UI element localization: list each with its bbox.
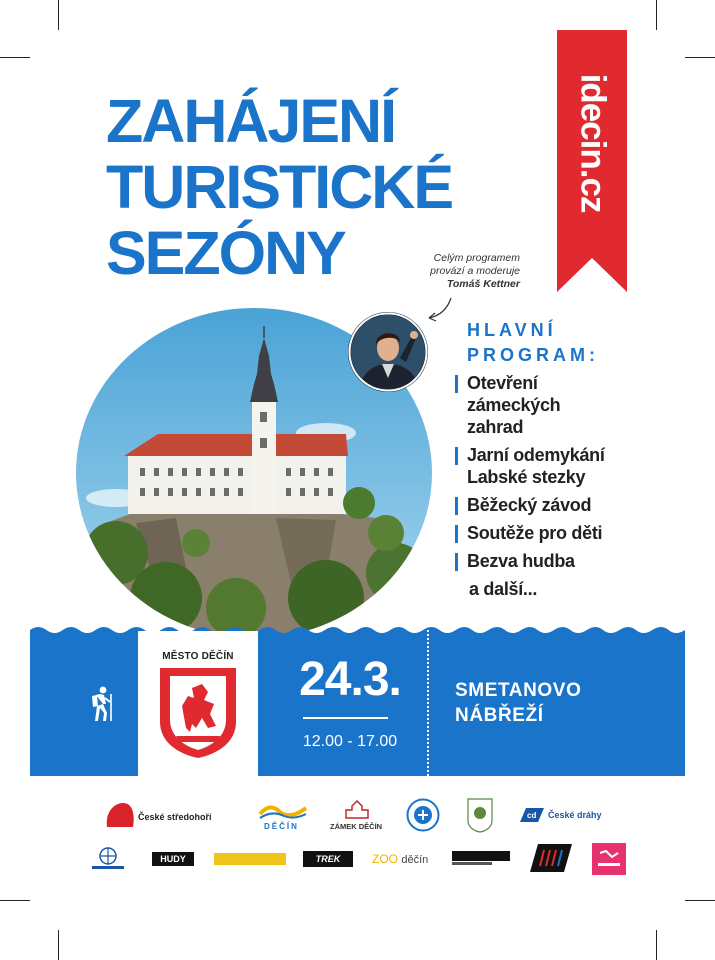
- crop-mark: [656, 930, 657, 960]
- sponsor-name: HUDY: [160, 854, 186, 864]
- date-rule: [303, 717, 388, 719]
- title-line-3: SEZÓNY: [106, 219, 345, 287]
- sponsor-name: děčín: [401, 854, 429, 866]
- program-more: a další...: [469, 579, 538, 599]
- program-heading-line-2: PROGRAM:: [467, 345, 599, 365]
- moderator-note: [380, 252, 520, 291]
- crop-mark: [58, 930, 59, 960]
- place-line-1: SMETANOVO: [455, 680, 582, 701]
- train-logo-icon: [518, 806, 546, 824]
- title-line-2: TURISTICKÉ: [106, 153, 452, 221]
- sponsor-name: ZÁMEK DĚČÍN: [330, 822, 383, 831]
- svg-text:cd: cd: [527, 811, 537, 820]
- sponsor-name: DĚČÍN: [264, 822, 299, 831]
- program-heading-line-1: HLAVNÍ: [467, 320, 557, 340]
- crop-mark: [685, 900, 715, 901]
- bullet-bar: [455, 553, 458, 571]
- list-item: [455, 372, 695, 438]
- program-item-text: Bezva hudba: [467, 551, 575, 571]
- dotted-divider: [427, 630, 429, 776]
- castle-logo-icon: [344, 800, 370, 820]
- bullet-bar: [455, 497, 458, 515]
- program-item-text: Jarní odemykání Labské stezky: [467, 445, 605, 487]
- list-item: [455, 444, 695, 488]
- list-item: [455, 522, 695, 544]
- zoo-logo: [372, 852, 428, 866]
- crop-mark: [0, 57, 30, 58]
- ceske-stredohori-logo: [105, 801, 135, 831]
- sponsor-name: České středohoří: [138, 812, 212, 822]
- coat-of-arms-icon: [158, 666, 238, 760]
- crop-mark: [0, 900, 30, 901]
- moderator-line-2: provází a moderuje: [430, 265, 520, 277]
- program-list: [455, 372, 695, 606]
- website-link[interactable]: idecin.cz: [573, 73, 613, 212]
- program-item-text: Otevření zámeckých zahrad: [467, 373, 561, 437]
- moderator-portrait: [348, 312, 428, 392]
- sponsor-name: České dráhy: [548, 810, 602, 820]
- ships-logo-icon: [88, 846, 128, 872]
- list-item: [455, 494, 695, 516]
- hudy-logo: [152, 852, 194, 866]
- round-badge-logo: [406, 798, 440, 832]
- sponsor-name: ZOO: [372, 852, 398, 866]
- program-item-text: Soutěže pro děti: [467, 523, 603, 543]
- crop-mark: [685, 57, 715, 58]
- bullet-bar: [455, 447, 458, 465]
- bullet-bar: [455, 375, 458, 393]
- list-item: [455, 550, 695, 572]
- city-label: MĚSTO DĚČÍN: [162, 651, 234, 662]
- trek-logo: [303, 851, 353, 867]
- moderator-line-1: Celým programem: [433, 252, 520, 264]
- decin-city-logo: [258, 800, 308, 820]
- event-place: [455, 678, 581, 728]
- pink-square-logo: [592, 843, 626, 875]
- title-line-1: ZAHÁJENÍ: [106, 87, 396, 155]
- basket-logo-icon: [452, 849, 510, 867]
- shield-green-logo: [466, 797, 494, 833]
- crop-mark: [656, 0, 657, 30]
- stripes-logo-icon: [530, 844, 572, 872]
- bullet-bar: [455, 525, 458, 543]
- program-item-text: Běžecký závod: [467, 495, 592, 515]
- yellow-bar-logo: [214, 853, 286, 865]
- event-time: 12.00 - 17.00: [302, 733, 398, 750]
- sponsor-name: TREK: [315, 854, 341, 864]
- moderator-name: Tomáš Kettner: [446, 278, 520, 290]
- program-heading: [467, 318, 599, 368]
- ribbon-label-wrap[interactable]: [557, 30, 627, 255]
- event-date: 24.3.: [299, 653, 401, 706]
- hiker-icon: [88, 686, 120, 722]
- place-line-2: NÁBŘEŽÍ: [455, 705, 544, 726]
- crop-mark: [58, 0, 59, 30]
